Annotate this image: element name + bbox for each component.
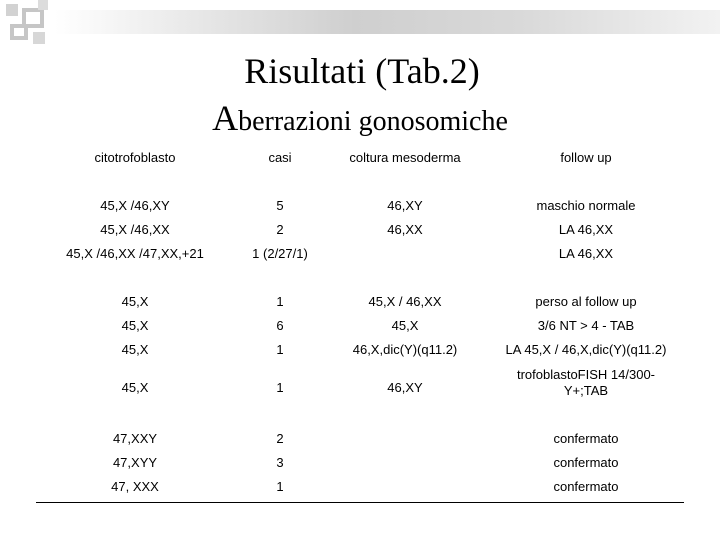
table-cell: 3/6 NT > 4 - TAB: [537, 318, 635, 333]
table-cell: 2: [276, 222, 284, 237]
table-cell: 1 (2/27/1): [252, 246, 308, 261]
table-cell: confermato: [553, 455, 619, 470]
table-cell: maschio normale: [536, 198, 636, 213]
slide-subtitle: [0, 97, 720, 139]
decorative-square: [33, 32, 45, 44]
table-cell: 46,XX: [387, 222, 423, 237]
table-cell: 1: [276, 294, 284, 309]
table-cell: confermato: [553, 479, 619, 494]
table-cell: 45,X /46,XY: [100, 198, 170, 213]
slide-title: Risultati (Tab.2): [244, 51, 480, 91]
table-cell: 47,XYY: [112, 455, 158, 470]
table-cell: confermato: [553, 431, 619, 446]
table-cell: perso al follow up: [535, 294, 637, 309]
subtitle-rest: berrazioni gonosomiche: [238, 106, 508, 137]
table-cell: 47, XXX: [111, 479, 159, 494]
decorative-square: [38, 0, 48, 10]
decorative-square-outline: [10, 24, 28, 40]
table-cell: 3: [276, 455, 284, 470]
table-cell: 46,XY: [387, 198, 423, 213]
table-cell: 45,X: [391, 318, 419, 333]
table-cell: LA 46,XX: [558, 246, 614, 261]
table-cell: 46,X,dic(Y)(q11.2): [352, 342, 458, 357]
table-cell: 45,X /46,XX /47,XX,+21: [66, 246, 204, 261]
table-cell: 47,XXY: [112, 431, 158, 446]
table-cell: 1: [276, 380, 284, 395]
table-cell: 45,X: [121, 380, 149, 395]
table-cell: 45,X: [121, 294, 149, 309]
table-cell: 6: [276, 318, 284, 333]
table-cell: trofoblastoFISH 14/300-Y+;TAB: [516, 367, 656, 398]
table-cell: 5: [276, 198, 284, 213]
table-cell: 1: [276, 479, 284, 494]
column-header: casi: [268, 150, 292, 165]
table-cell: 1: [276, 342, 284, 357]
table-cell: 2: [276, 431, 284, 446]
table-cell: 45,X: [121, 342, 149, 357]
table-cell: LA 46,XX: [558, 222, 614, 237]
column-header: coltura mesoderma: [349, 150, 461, 165]
table-cell: 45,X / 46,XX: [368, 294, 442, 309]
table-cell: 45,X /46,XX: [100, 222, 170, 237]
header-gradient-bar: [55, 10, 720, 34]
table-bottom-rule: [36, 502, 684, 503]
column-header: citotrofoblasto: [94, 150, 176, 165]
subtitle-initial: A: [212, 98, 239, 138]
table-cell: 46,XY: [387, 380, 423, 395]
table-cell: 45,X: [121, 318, 149, 333]
column-header: follow up: [560, 150, 612, 165]
decorative-square: [6, 4, 18, 16]
table-cell: LA 45,X / 46,X,dic(Y)(q11.2): [505, 342, 667, 357]
